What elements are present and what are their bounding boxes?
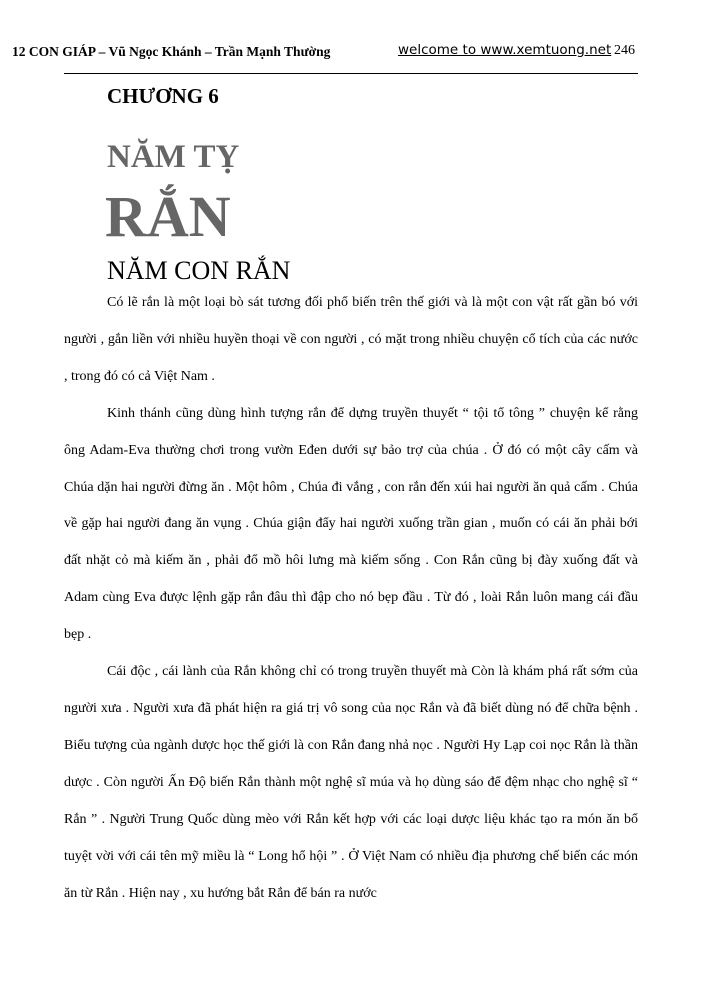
chapter-label: CHƯƠNG 6 <box>107 84 219 108</box>
paragraph: Kinh thánh cũng dùng hình tượng rắn để dựng truyền thuyết “ tội tổ tông ” chuyện kể rằng ông Adam-Eva thường chơi trong vườn Eđen dưới sự bảo trợ của chúa . Ở đó có một cây cấm và Chúa dặn hai người đừng ăn . Một hôm , Chúa đi vắng , con rắn đến xúi hai người ăn quả cấm . Chúa về gặp hai người đang ăn vụng . Chúa giận đẩy hai người xuống trần gian , muốn có cái ăn phải bới đất nhặt cỏ mà kiếm ăn , phải đổ mồ hôi lưng mà kiếm sống . Con Rắn cũng bị đày xuống đất và Adam cùng Eva được lệnh gặp rắn đâu thì đập cho nó bẹp đầu . Từ đó , loài Rắn luôn mang cái đầu bẹp . <box>64 405 638 643</box>
header-divider <box>64 73 638 74</box>
page-number: 246 <box>614 43 635 58</box>
website-link[interactable]: welcome to www.xemtuong.net <box>398 42 612 58</box>
section-title: NĂM CON RẮN <box>107 256 291 285</box>
year-title: NĂM TỴ <box>107 139 240 175</box>
body-text <box>64 285 638 912</box>
animal-title: RẮN <box>105 184 231 249</box>
paragraph: Cái độc , cái lành của Rắn không chỉ có trong truyền thuyết mà Còn là khám phá rất sớm của người xưa . Người xưa đã phát hiện ra giá trị vô song của nọc Rắn và đã biết dùng nó để chữa bệnh . Biểu tượng của ngành dược học thế giới là con Rắn đang nhả nọc . Người Hy Lạp coi nọc Rắn là thần dược . Còn người Ấn Độ biến Rắn thành một nghệ sĩ múa và họ dùng sáo để đệm nhạc cho nghệ sĩ “ Rắn ” . Người Trung Quốc dùng mèo với Rắn kết hợp với các loại dược liệu khác tạo ra món ăn bổ tuyệt vời với cái tên mỹ miều là “ Long hổ hội ” . Ở Việt Nam có nhiều địa phương chế biến các món ăn từ Rắn . Hiện nay , xu hướng bắt Rắn để bán ra nước <box>64 664 638 901</box>
paragraph: Có lẽ rắn là một loại bò sát tương đối phổ biến trên thế giới và là một con vật rất gần bó với người , gắn liền với nhiều huyền thoại về con người , có mặt trong nhiều chuyện cổ tích của các nước , trong đó có cả Việt Nam . <box>64 295 638 384</box>
running-header-title: 12 CON GIÁP – Vũ Ngọc Khánh – Trần Mạnh Thường <box>12 44 331 59</box>
